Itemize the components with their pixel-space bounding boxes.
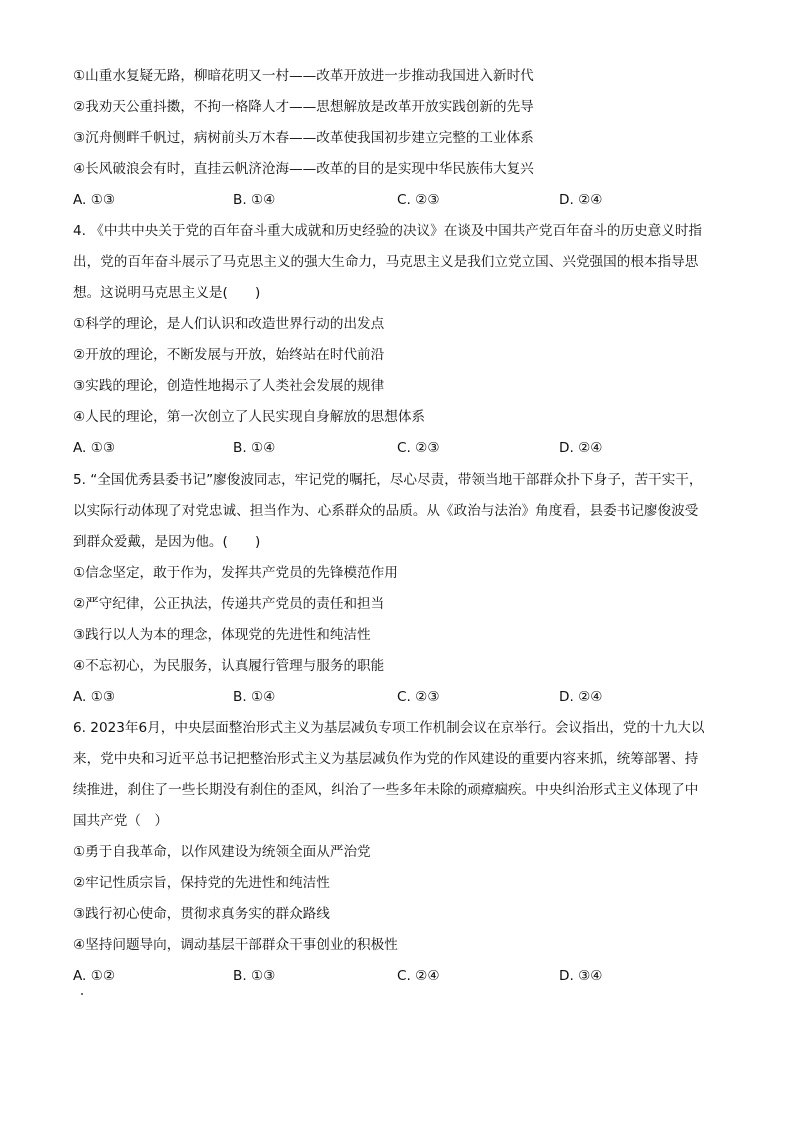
- q4-option-c[interactable]: C. ②③: [397, 440, 440, 456]
- q5-statement-4: ④不忘初心，为民服务，认真履行管理与服务的职能: [73, 658, 385, 674]
- q6-option-a[interactable]: A. ①②: [73, 968, 116, 984]
- q3-option-b[interactable]: B. ①④: [233, 192, 276, 208]
- q6-options: [73, 966, 733, 986]
- q5-stem-line-1: 5. “全国优秀县委书记”廖俊波同志，牢记党的嘱托，尽心尽责，带领当地干部群众扑下身子，苦干实干，: [73, 472, 703, 488]
- q5-statement-1: ①信念坚定，敢于作为，发挥共产党员的先锋模范作用: [73, 565, 398, 581]
- stray-dot-mark: [81, 993, 83, 995]
- q5-statement-3: ③践行以人为本的理念，体现党的先进性和纯洁性: [73, 627, 371, 643]
- q5-option-b[interactable]: B. ①④: [233, 689, 276, 705]
- q6-stem-line-1: 6. 2023年6月，中央层面整治形式主义为基层减负专项工作机制会议在京举行。会议指出，党的十九大以: [73, 720, 705, 736]
- q3-option-a[interactable]: A. ①③: [73, 192, 116, 208]
- q4-option-d[interactable]: D. ②④: [559, 440, 603, 456]
- q4-statement-3: ③实践的理论，创造性地揭示了人类社会发展的规律: [73, 378, 385, 394]
- q4-stem-line-3: 想。这说明马克思主义是( ): [73, 285, 261, 301]
- q5-option-d[interactable]: D. ②④: [559, 689, 603, 705]
- q6-stem-line-4: 国共产党（ ）: [73, 813, 169, 829]
- q5-option-c[interactable]: C. ②③: [397, 689, 440, 705]
- q6-statement-4: ④坚持问题导向，调动基层干部群众干事创业的积极性: [73, 937, 398, 953]
- q3-options: [73, 190, 733, 210]
- q5-option-a[interactable]: A. ①③: [73, 689, 116, 705]
- q5-stem-line-2: 以实际行动体现了对党忠诚、担当作为、心系群众的品质。从《政治与法治》角度看，县委书记廖俊波受: [73, 503, 699, 519]
- q6-statement-2: ②牢记性质宗旨，保持党的先进性和纯洁性: [73, 875, 330, 891]
- q6-option-c[interactable]: C. ②④: [397, 968, 440, 984]
- q6-stem-line-3: 续推进，刹住了一些长期没有刹住的歪风，纠治了一些多年未除的顽瘴痼疾。中央纠治形式主义体现了中: [73, 782, 699, 798]
- q6-statement-3: ③践行初心使命，贯彻求真务实的群众路线: [73, 906, 330, 922]
- q4-stem-line-2: 出，党的百年奋斗展示了马克思主义的强大生命力，马克思主义是我们立党立国、兴党强国的根本指导思: [73, 254, 699, 270]
- q4-option-a[interactable]: A. ①③: [73, 440, 116, 456]
- q5-stem-line-3: 到群众爱戴，是因为他。( ): [73, 534, 261, 550]
- q3-option-c[interactable]: C. ②③: [397, 192, 440, 208]
- q6-option-b[interactable]: B. ①③: [233, 968, 276, 984]
- q4-statement-2: ②开放的理论，不断发展与开放，始终站在时代前沿: [73, 347, 385, 363]
- q4-stem-line-1: 4. 《中共中央关于党的百年奋斗重大成就和历史经验的决议》在谈及中国共产党百年奋斗的历史意义时指: [73, 223, 703, 239]
- q3-statement-4: ④长风破浪会有时，直挂云帆济沧海——改革的目的是实现中华民族伟大复兴: [73, 161, 534, 177]
- q6-stem-line-2: 来，党中央和习近平总书记把整治形式主义为基层减负作为党的作风建设的重要内容来抓，统筹部署、持: [73, 751, 699, 767]
- q4-options: [73, 438, 733, 458]
- q4-statement-1: ①科学的理论，是人们认识和改造世界行动的出发点: [73, 316, 385, 332]
- q4-statement-4: ④人民的理论，第一次创立了人民实现自身解放的思想体系: [73, 409, 426, 425]
- q5-options: [73, 687, 733, 707]
- q6-option-d[interactable]: D. ③④: [559, 968, 603, 984]
- q3-statement-2: ②我劝天公重抖擞，不拘一格降人才——思想解放是改革开放实践创新的先导: [73, 99, 534, 115]
- q5-statement-2: ②严守纪律，公正执法，传递共产党员的责任和担当: [73, 596, 385, 612]
- q3-statement-1: ①山重水复疑无路，柳暗花明又一村——改革开放进一步推动我国进入新时代: [73, 68, 534, 84]
- q3-option-d[interactable]: D. ②④: [559, 192, 603, 208]
- q6-statement-1: ①勇于自我革命，以作风建设为统领全面从严治党: [73, 844, 371, 860]
- q3-statement-3: ③沉舟侧畔千帆过，病树前头万木春——改革使我国初步建立完整的工业体系: [73, 130, 534, 146]
- q4-option-b[interactable]: B. ①④: [233, 440, 276, 456]
